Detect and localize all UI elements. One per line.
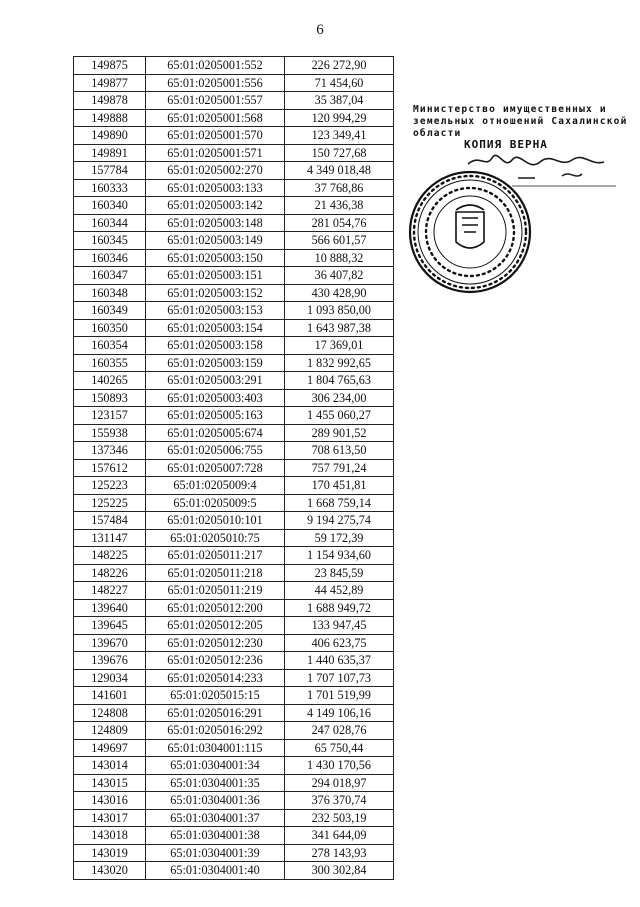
table-row — [74, 652, 394, 670]
value-cell: 232 503,19 — [285, 809, 394, 827]
value-cell: 59 172,39 — [285, 529, 394, 547]
row-id-cell: 143019 — [74, 844, 146, 862]
signature-icon — [468, 155, 604, 164]
cadastral-number-cell: 65:01:0205012:230 — [146, 634, 285, 652]
value-cell: 17 369,01 — [285, 337, 394, 355]
cadastral-number-cell: 65:01:0205003:151 — [146, 267, 285, 285]
value-cell: 294 018,97 — [285, 774, 394, 792]
cadastral-number-cell: 65:01:0205003:133 — [146, 179, 285, 197]
cadastral-number-cell: 65:01:0205011:219 — [146, 582, 285, 600]
table-row — [74, 144, 394, 162]
value-cell: 376 370,74 — [285, 792, 394, 810]
value-cell: 430 428,90 — [285, 284, 394, 302]
table-row — [74, 372, 394, 390]
value-cell: 406 623,75 — [285, 634, 394, 652]
table-row — [74, 547, 394, 565]
table-row — [74, 197, 394, 215]
row-id-cell: 149891 — [74, 144, 146, 162]
value-cell: 1 455 060,27 — [285, 407, 394, 425]
cadastral-number-cell: 65:01:0205006:755 — [146, 442, 285, 460]
table-row — [74, 214, 394, 232]
table-row — [74, 704, 394, 722]
cadastral-number-cell: 65:01:0304001:115 — [146, 739, 285, 757]
row-id-cell: 143020 — [74, 862, 146, 880]
table-row — [74, 74, 394, 92]
table-row — [74, 494, 394, 512]
table-row — [74, 57, 394, 75]
row-id-cell: 143016 — [74, 792, 146, 810]
row-id-cell: 139676 — [74, 652, 146, 670]
value-cell: 1 440 635,37 — [285, 652, 394, 670]
value-cell: 37 768,86 — [285, 179, 394, 197]
ministry-stamp-line: области — [413, 128, 462, 139]
cadastral-number-cell: 65:01:0304001:40 — [146, 862, 285, 880]
table-row — [74, 862, 394, 880]
row-id-cell: 160346 — [74, 249, 146, 267]
table-row — [74, 564, 394, 582]
value-cell: 281 054,76 — [285, 214, 394, 232]
cadastral-number-cell: 65:01:0205016:291 — [146, 704, 285, 722]
table-row — [74, 687, 394, 705]
value-cell: 226 272,90 — [285, 57, 394, 75]
value-cell: 10 888,32 — [285, 249, 394, 267]
cadastral-number-cell: 65:01:0205014:233 — [146, 669, 285, 687]
value-cell: 123 349,41 — [285, 127, 394, 145]
cadastral-number-cell: 65:01:0205016:292 — [146, 722, 285, 740]
row-id-cell: 160355 — [74, 354, 146, 372]
copy-verified-label: КОПИЯ ВЕРНА — [464, 138, 548, 151]
value-cell: 36 407,82 — [285, 267, 394, 285]
row-id-cell: 150893 — [74, 389, 146, 407]
table-row — [74, 634, 394, 652]
table-row — [74, 267, 394, 285]
value-cell: 170 451,81 — [285, 477, 394, 495]
table-row — [74, 477, 394, 495]
table-row — [74, 337, 394, 355]
row-id-cell: 160345 — [74, 232, 146, 250]
cadastral-number-cell: 65:01:0205002:270 — [146, 162, 285, 180]
cadastral-number-cell: 65:01:0205001:568 — [146, 109, 285, 127]
value-cell: 566 601,57 — [285, 232, 394, 250]
table-row — [74, 617, 394, 635]
cadastral-number-cell: 65:01:0205003:150 — [146, 249, 285, 267]
row-id-cell: 157784 — [74, 162, 146, 180]
table-row — [74, 319, 394, 337]
table-row — [74, 354, 394, 372]
cadastral-number-cell: 65:01:0205003:153 — [146, 302, 285, 320]
cadastral-number-cell: 65:01:0205012:236 — [146, 652, 285, 670]
cadastral-number-cell: 65:01:0205003:158 — [146, 337, 285, 355]
cadastral-number-cell: 65:01:0205003:159 — [146, 354, 285, 372]
table-row — [74, 844, 394, 862]
row-id-cell: 149697 — [74, 739, 146, 757]
cadastral-number-cell: 65:01:0205015:15 — [146, 687, 285, 705]
cadastral-number-cell: 65:01:0205001:570 — [146, 127, 285, 145]
value-cell: 1 668 759,14 — [285, 494, 394, 512]
cadastral-number-cell: 65:01:0205010:75 — [146, 529, 285, 547]
table-row — [74, 582, 394, 600]
value-cell: 23 845,59 — [285, 564, 394, 582]
table-row — [74, 792, 394, 810]
cadastral-number-cell: 65:01:0205001:556 — [146, 74, 285, 92]
value-cell: 1 701 519,99 — [285, 687, 394, 705]
table-row — [74, 669, 394, 687]
table-row — [74, 232, 394, 250]
row-id-cell: 160350 — [74, 319, 146, 337]
table-body — [74, 57, 394, 880]
ministry-stamp-line: Министерство имущественных и — [413, 104, 607, 115]
row-id-cell: 123157 — [74, 407, 146, 425]
cadastral-number-cell: 65:01:0304001:34 — [146, 757, 285, 775]
cadastral-number-cell: 65:01:0304001:38 — [146, 827, 285, 845]
row-id-cell: 141601 — [74, 687, 146, 705]
value-cell: 1 430 170,56 — [285, 757, 394, 775]
cadastral-number-cell: 65:01:0205011:218 — [146, 564, 285, 582]
cadastral-number-cell: 65:01:0304001:37 — [146, 809, 285, 827]
value-cell: 4 149 106,16 — [285, 704, 394, 722]
table-row — [74, 407, 394, 425]
row-id-cell: 149888 — [74, 109, 146, 127]
row-id-cell: 143014 — [74, 757, 146, 775]
value-cell: 708 613,50 — [285, 442, 394, 460]
table-row — [74, 512, 394, 530]
row-id-cell: 160344 — [74, 214, 146, 232]
value-cell: 1 804 765,63 — [285, 372, 394, 390]
cadastral-number-cell: 65:01:0304001:36 — [146, 792, 285, 810]
cadastral-number-cell: 65:01:0205003:152 — [146, 284, 285, 302]
row-id-cell: 160348 — [74, 284, 146, 302]
row-id-cell: 124809 — [74, 722, 146, 740]
value-cell: 300 302,84 — [285, 862, 394, 880]
row-id-cell: 155938 — [74, 424, 146, 442]
data-table — [73, 56, 394, 880]
row-id-cell: 143018 — [74, 827, 146, 845]
cadastral-number-cell: 65:01:0304001:39 — [146, 844, 285, 862]
table-row — [74, 389, 394, 407]
row-id-cell: 160340 — [74, 197, 146, 215]
row-id-cell: 125223 — [74, 477, 146, 495]
value-cell: 44 452,89 — [285, 582, 394, 600]
cadastral-number-cell: 65:01:0205003:149 — [146, 232, 285, 250]
table-row — [74, 739, 394, 757]
table-row — [74, 302, 394, 320]
row-id-cell: 148227 — [74, 582, 146, 600]
table-row — [74, 284, 394, 302]
ministry-stamp — [413, 104, 635, 140]
table-row — [74, 757, 394, 775]
cadastral-number-cell: 65:01:0205001:552 — [146, 57, 285, 75]
value-cell: 1 154 934,60 — [285, 547, 394, 565]
cadastral-number-cell: 65:01:0205003:154 — [146, 319, 285, 337]
row-id-cell: 160347 — [74, 267, 146, 285]
table-row — [74, 92, 394, 110]
value-cell: 120 994,29 — [285, 109, 394, 127]
table-row — [74, 424, 394, 442]
cadastral-number-cell: 65:01:0205003:148 — [146, 214, 285, 232]
table-row — [74, 827, 394, 845]
row-id-cell: 143017 — [74, 809, 146, 827]
cadastral-number-cell: 65:01:0205007:728 — [146, 459, 285, 477]
value-cell: 306 234,00 — [285, 389, 394, 407]
value-cell: 1 688 949,72 — [285, 599, 394, 617]
table-row — [74, 249, 394, 267]
value-cell: 9 194 275,74 — [285, 512, 394, 530]
table-row — [74, 442, 394, 460]
row-id-cell: 129034 — [74, 669, 146, 687]
page-number: 6 — [316, 22, 324, 38]
value-cell: 71 454,60 — [285, 74, 394, 92]
row-id-cell: 160333 — [74, 179, 146, 197]
row-id-cell: 160354 — [74, 337, 146, 355]
row-id-cell: 139640 — [74, 599, 146, 617]
table-row — [74, 529, 394, 547]
cadastral-number-cell: 65:01:0205009:5 — [146, 494, 285, 512]
table-row — [74, 599, 394, 617]
table-row — [74, 162, 394, 180]
table-row — [74, 722, 394, 740]
cadastral-number-cell: 65:01:0304001:35 — [146, 774, 285, 792]
row-id-cell: 139670 — [74, 634, 146, 652]
value-cell: 289 901,52 — [285, 424, 394, 442]
official-seal-with-signature — [400, 150, 640, 300]
cadastral-number-cell: 65:01:0205001:571 — [146, 144, 285, 162]
value-cell: 1 832 992,65 — [285, 354, 394, 372]
value-cell: 35 387,04 — [285, 92, 394, 110]
ministry-stamp-line: земельных отношений Сахалинской — [413, 116, 628, 127]
cadastral-number-cell: 65:01:0205003:142 — [146, 197, 285, 215]
value-cell: 278 143,93 — [285, 844, 394, 862]
row-id-cell: 148225 — [74, 547, 146, 565]
cadastral-number-cell: 65:01:0205003:291 — [146, 372, 285, 390]
table-row — [74, 459, 394, 477]
value-cell: 1 643 987,38 — [285, 319, 394, 337]
value-cell: 21 436,38 — [285, 197, 394, 215]
value-cell: 65 750,44 — [285, 739, 394, 757]
cadastral-number-cell: 65:01:0205011:217 — [146, 547, 285, 565]
cadastral-number-cell: 65:01:0205005:163 — [146, 407, 285, 425]
row-id-cell: 149878 — [74, 92, 146, 110]
value-cell: 4 349 018,48 — [285, 162, 394, 180]
table-row — [74, 179, 394, 197]
row-id-cell: 160349 — [74, 302, 146, 320]
row-id-cell: 140265 — [74, 372, 146, 390]
row-id-cell: 131147 — [74, 529, 146, 547]
row-id-cell: 148226 — [74, 564, 146, 582]
value-cell: 247 028,76 — [285, 722, 394, 740]
row-id-cell: 137346 — [74, 442, 146, 460]
row-id-cell: 157484 — [74, 512, 146, 530]
cadastral-number-cell: 65:01:0205009:4 — [146, 477, 285, 495]
row-id-cell: 124808 — [74, 704, 146, 722]
row-id-cell: 149875 — [74, 57, 146, 75]
row-id-cell: 149877 — [74, 74, 146, 92]
row-id-cell: 139645 — [74, 617, 146, 635]
row-id-cell: 125225 — [74, 494, 146, 512]
value-cell: 757 791,24 — [285, 459, 394, 477]
table-row — [74, 127, 394, 145]
value-cell: 1 707 107,73 — [285, 669, 394, 687]
cadastral-number-cell: 65:01:0205012:205 — [146, 617, 285, 635]
value-cell: 133 947,45 — [285, 617, 394, 635]
cadastral-number-cell: 65:01:0205001:557 — [146, 92, 285, 110]
value-cell: 341 644,09 — [285, 827, 394, 845]
cadastral-number-cell: 65:01:0205010:101 — [146, 512, 285, 530]
table-row — [74, 774, 394, 792]
row-id-cell: 149890 — [74, 127, 146, 145]
cadastral-number-cell: 65:01:0205005:674 — [146, 424, 285, 442]
cadastral-number-cell: 65:01:0205003:403 — [146, 389, 285, 407]
value-cell: 1 093 850,00 — [285, 302, 394, 320]
value-cell: 150 727,68 — [285, 144, 394, 162]
row-id-cell: 157612 — [74, 459, 146, 477]
table-row — [74, 109, 394, 127]
row-id-cell: 143015 — [74, 774, 146, 792]
cadastral-number-cell: 65:01:0205012:200 — [146, 599, 285, 617]
table-row — [74, 809, 394, 827]
